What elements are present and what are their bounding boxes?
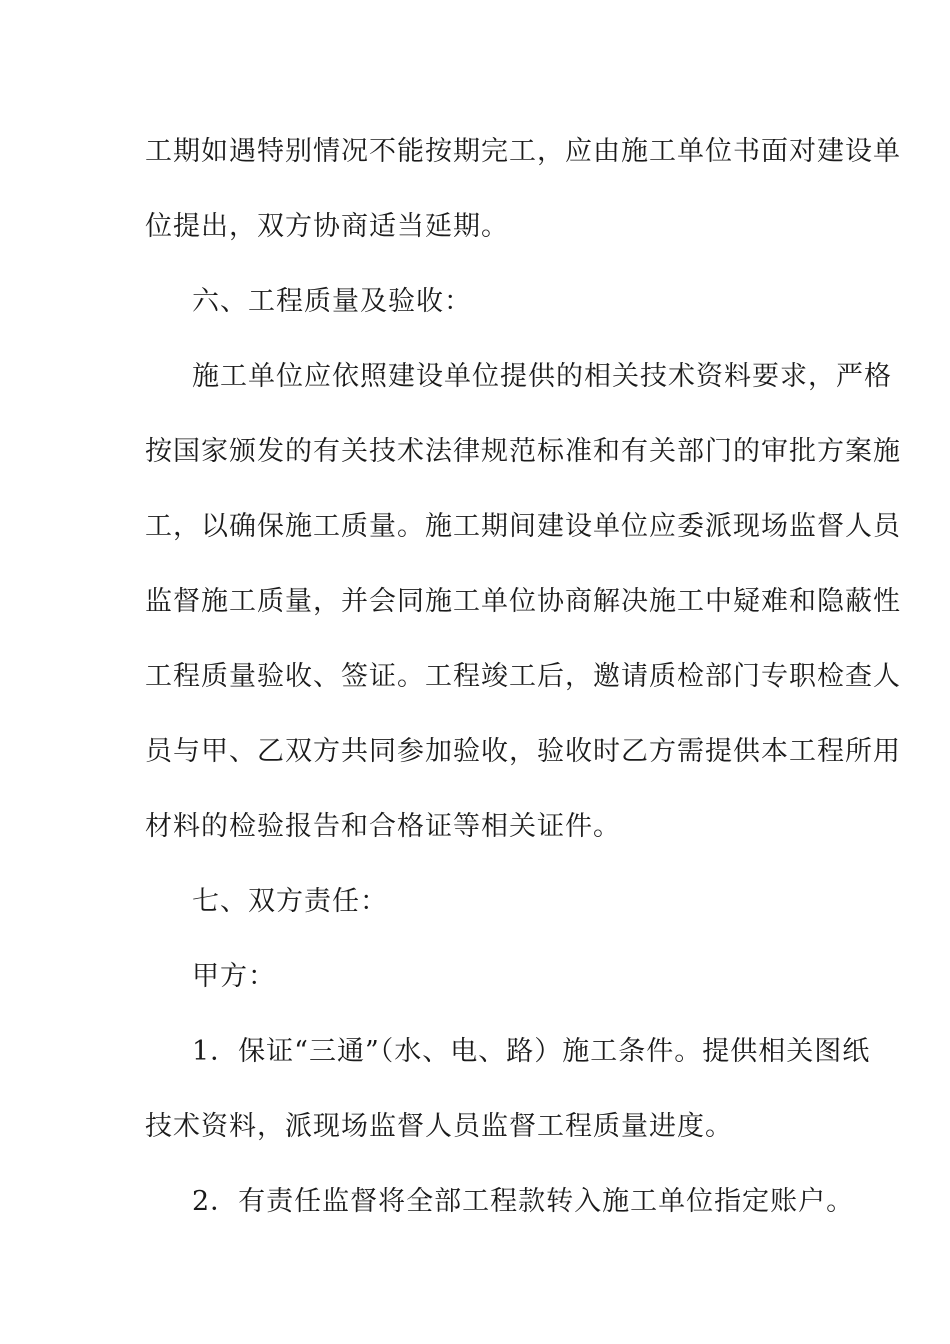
sub-heading: 甲方： [192, 961, 276, 992]
paragraph-line: 材料的检验报告和合格证等相关证件。 [145, 811, 621, 842]
paragraph-line: 工程质量验收、签证。工程竣工后，邀请质检部门专职检查人 [145, 661, 901, 692]
section-heading: 六、工程质量及验收： [192, 286, 472, 317]
list-item: 2．有责任监督将全部工程款转入施工单位指定账户。 [192, 1186, 855, 1217]
paragraph-line: 员与甲、乙双方共同参加验收，验收时乙方需提供本工程所用 [145, 736, 901, 767]
paragraph-line: 工，以确保施工质量。施工期间建设单位应委派现场监督人员 [145, 511, 901, 542]
section-heading: 七、双方责任： [192, 886, 388, 917]
paragraph-line: 监督施工质量，并会同施工单位协商解决施工中疑难和隐蔽性 [145, 586, 901, 617]
list-item-continuation: 技术资料，派现场监督人员监督工程质量进度。 [145, 1111, 733, 1142]
list-item: 1．保证“三通”（水、电、路）施工条件。提供相关图纸 [192, 1036, 871, 1067]
paragraph-line: 按国家颁发的有关技术法律规范标准和有关部门的审批方案施 [145, 436, 901, 467]
paragraph-line: 施工单位应依照建设单位提供的相关技术资料要求，严格 [192, 361, 892, 392]
paragraph-line: 工期如遇特别情况不能按期完工，应由施工单位书面对建设单 [145, 136, 901, 167]
paragraph-line: 位提出，双方协商适当延期。 [145, 211, 509, 242]
